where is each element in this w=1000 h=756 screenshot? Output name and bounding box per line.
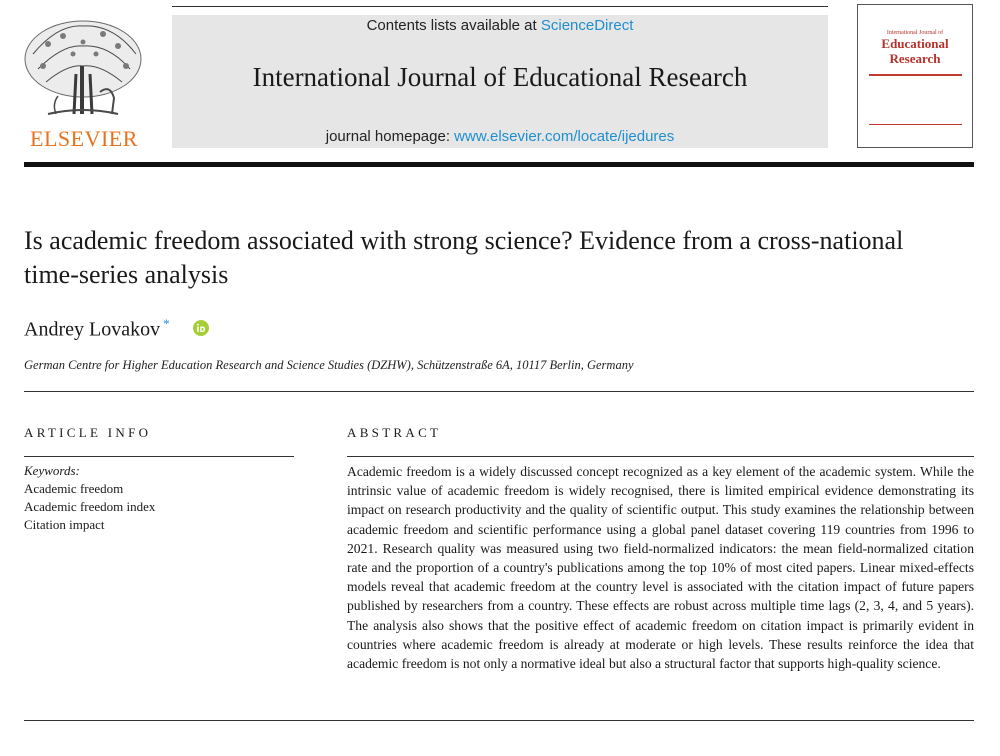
article-info-heading: ARTICLE INFO [24,425,152,440]
keywords-block [24,462,155,534]
journal-homepage-link[interactable]: www.elsevier.com/locate/ijedures [454,128,675,145]
section-divider [24,391,974,392]
publisher-logo-text: ELSEVIER [30,126,138,151]
keyword-item[interactable]: Academic freedom [24,481,124,496]
journal-title: International Journal of Educational Research [252,62,748,92]
keywords-label: Keywords: [24,463,80,478]
journal-homepage-line [172,128,828,145]
sciencedirect-link[interactable]: ScienceDirect [540,17,634,34]
header-top-rule [172,6,828,7]
abstract-heading: ABSTRACT [347,425,442,440]
bottom-rule [24,720,974,721]
author-name[interactable]: Andrey Lovakov [24,318,161,341]
cover-bottom-rule [869,124,962,125]
corresponding-author-mark[interactable]: * [163,316,170,331]
header-thick-rule [24,162,974,167]
article-info-rule [24,456,294,457]
author-affiliation: German Centre for Higher Education Research and Science Studies (DZHW), Schützenstraße 6A, 10117 Berlin, Germany [24,358,634,372]
contents-availability-line [172,17,828,34]
contents-prefix: Contents lists available at [366,17,541,34]
journal-cover-thumbnail [857,4,973,148]
keyword-item[interactable]: Citation impact [24,517,105,532]
author-line [24,316,170,342]
cover-journal-name [860,36,970,66]
orcid-icon[interactable] [193,320,209,336]
cover-red-rule [869,74,962,76]
abstract-rule [347,456,974,457]
keyword-item[interactable]: Academic freedom index [24,499,156,514]
abstract-text: Academic freedom is a widely discussed concept recognized as a key element of the academic system. While the intrinsic value of academic freedom is widely recognised, there is limited empirical evidence demonstrating its impact on research productivity and the quality of scientific output. This study examines the relationship between academic freedom and scientific performance using a global panel dataset covering 119 countries from 1996 to 2021. Research quality was measured using two field-normalized indicators: the mean field-normalized citation rate and the proportion of a country's publications among the top 10% of most cited papers. Linear mixed-effects models reveal that academic freedom at the country level is associated with the citation impact of future papers published by researchers from a country. These effects are robust across multiple time lags (2, 3, 4, and 5 years). The analysis also shows that the positive effect of academic freedom on citation impact is primarily evident in countries where academic freedom is already at moderate or high levels. These results reinforce the idea that academic freedom is not only a normative ideal but also a structural factor that supports high-quality science. [347,464,974,672]
paper-title: Is academic freedom associated with strong science? Evidence from a cross-national time-series analysis [24,226,904,289]
cover-journal-name-line1: Educational [881,36,949,51]
homepage-prefix: journal homepage: [325,128,455,145]
cover-journal-name-line2: Research [889,51,941,66]
cover-journal-prefix: International Journal of [886,30,944,36]
